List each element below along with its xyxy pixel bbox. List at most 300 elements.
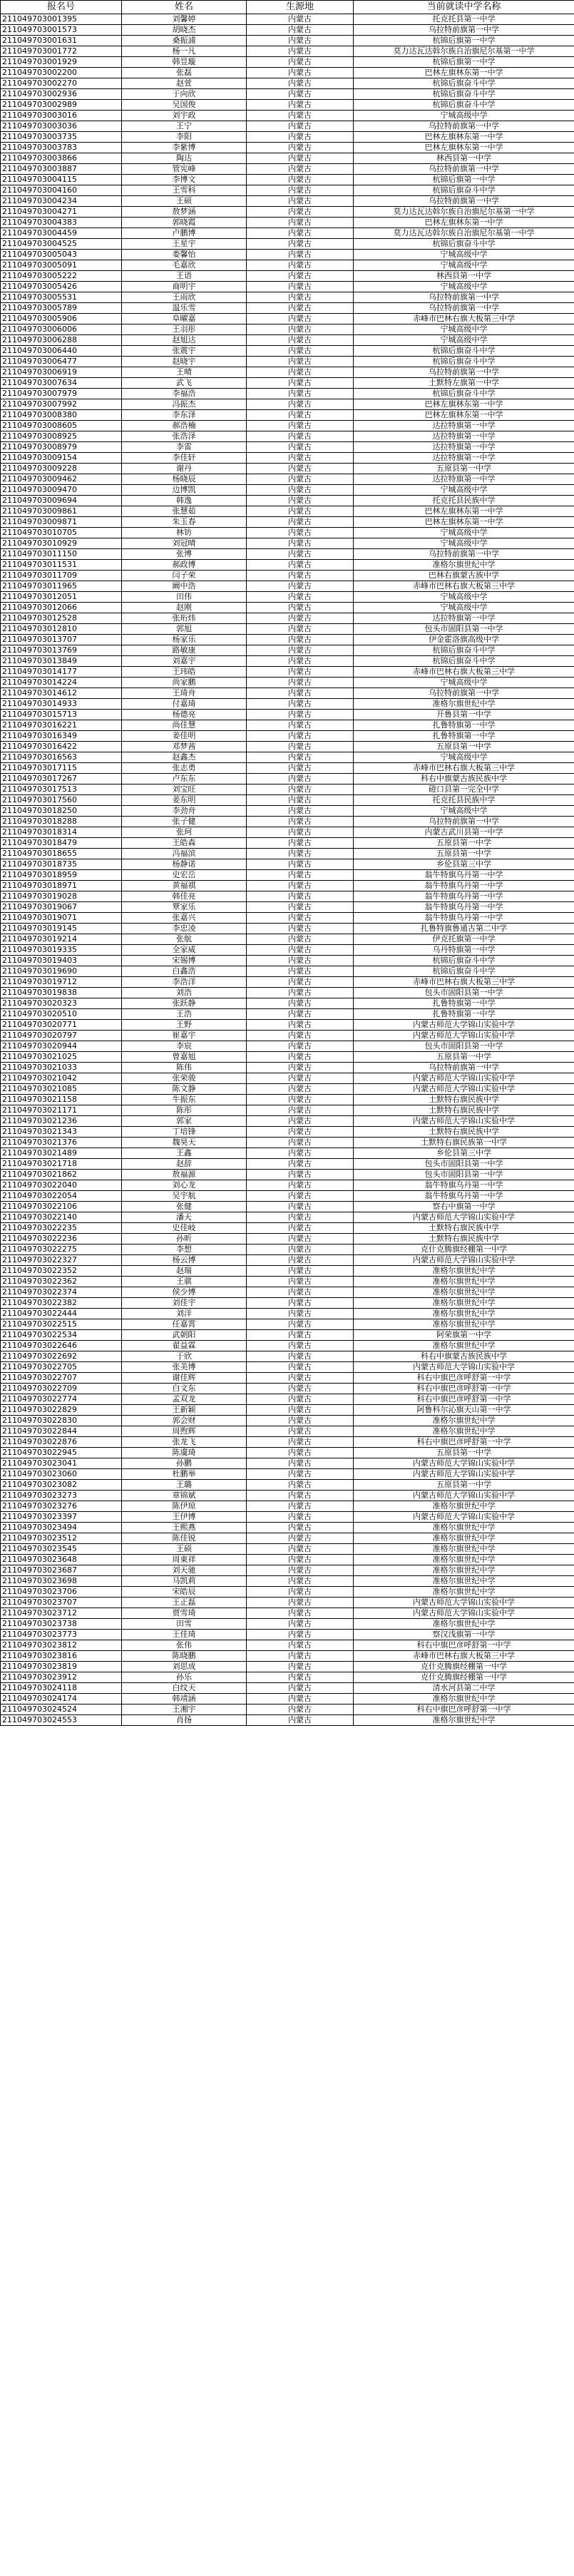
table-row [1,250,574,260]
student-name-cell: 王雪科 [122,185,247,196]
registration-number-cell: 211049703002200 [1,68,122,78]
registration-number-cell: 211049703019071 [1,913,122,924]
origin-cell: 内蒙古 [247,464,354,474]
origin-cell: 内蒙古 [247,1277,354,1287]
table-row [1,1672,574,1683]
school-cell: 准格尔旗世纪中学 [354,1523,574,1533]
origin-cell: 内蒙古 [247,1458,354,1469]
origin-cell: 内蒙古 [247,1469,354,1480]
table-row [1,688,574,699]
student-name-cell: 刘嘉宇 [122,656,247,667]
student-name-cell: 李忠凌 [122,924,247,934]
origin-cell: 内蒙古 [247,1287,354,1298]
student-name-cell: 冯福滨 [122,849,247,859]
origin-cell: 内蒙古 [247,1694,354,1704]
registration-number-cell: 211049703001929 [1,57,122,68]
registration-number-cell: 211049703001395 [1,14,122,25]
school-cell: 土默特右旗民族第一中学 [354,1138,574,1148]
student-name-cell: 陈佳锐 [122,1533,247,1544]
registration-number-cell: 211049703013769 [1,645,122,656]
origin-cell: 内蒙古 [247,956,354,966]
school-cell: 准格尔旗世纪中学 [354,1426,574,1437]
table-row [1,635,574,645]
student-name-cell: 侯少博 [122,1287,247,1298]
school-cell: 五原县第一中学 [354,849,574,859]
table-row [1,1651,574,1662]
student-name-cell: 宋皓辰 [122,1587,247,1598]
table-row [1,731,574,742]
table-row [1,207,574,218]
student-name-cell: 王正磊 [122,1598,247,1608]
table-row [1,1608,574,1619]
student-name-cell: 王羽彤 [122,324,247,335]
school-cell: 杭锦后旗奋斗中学 [354,239,574,250]
student-name-cell: 周煦辉 [122,1426,247,1437]
school-cell: 杭锦后旗奋斗中学 [354,966,574,977]
origin-cell: 内蒙古 [247,399,354,410]
school-cell: 扎鲁特旗第一中学 [354,1009,574,1020]
table-row [1,1523,574,1533]
origin-cell: 内蒙古 [247,506,354,517]
origin-cell: 内蒙古 [247,571,354,581]
origin-cell: 内蒙古 [247,560,354,571]
school-cell: 宁城高级中学 [354,603,574,613]
table-row [1,763,574,774]
student-name-cell: 王熙燕 [122,1523,247,1533]
origin-cell: 内蒙古 [247,1512,354,1523]
student-name-cell: 刘天驰 [122,1565,247,1576]
registration-number-cell: 211049703023273 [1,1491,122,1501]
table-row [1,977,574,988]
student-name-cell: 吴宇航 [122,1191,247,1202]
origin-cell: 内蒙古 [247,1105,354,1116]
registration-number-cell: 211049703021862 [1,1170,122,1180]
school-cell: 准格尔旗世纪中学 [354,1319,574,1330]
table-row [1,1501,574,1512]
school-cell: 乡伦县第三中学 [354,1148,574,1159]
origin-cell: 内蒙古 [247,1009,354,1020]
student-name-cell: 章锦斌 [122,1491,247,1501]
school-cell: 宁城高级中学 [354,282,574,292]
table-row [1,1533,574,1544]
student-name-cell: 杜鹏举 [122,1469,247,1480]
registration-number-cell: 211049703003783 [1,143,122,153]
registration-number-cell: 211049703018479 [1,838,122,849]
student-name-cell: 白鑫浩 [122,966,247,977]
student-name-cell: 王佳琦 [122,1630,247,1640]
registration-number-cell: 211049703004525 [1,239,122,250]
origin-cell: 内蒙古 [247,838,354,849]
student-name-cell: 杨晓辰 [122,474,247,485]
school-cell: 赤峰市巴林右旗大板第三中学 [354,1651,574,1662]
table-row [1,464,574,474]
registration-number-cell: 211049703022646 [1,1341,122,1351]
table-row [1,1458,574,1469]
origin-cell: 内蒙古 [247,699,354,710]
student-name-cell: 刘洋 [122,1309,247,1319]
school-cell: 清水河县第二中学 [354,1683,574,1694]
table-row [1,100,574,111]
table-row [1,89,574,100]
student-name-cell: 郝浩楠 [122,421,247,431]
registration-number-cell: 211049703018959 [1,870,122,881]
table-row [1,121,574,132]
origin-cell: 内蒙古 [247,1426,354,1437]
registration-number-cell: 211049703020944 [1,1041,122,1052]
registration-number-cell: 211049703003887 [1,164,122,175]
registration-number-cell: 211049703022352 [1,1266,122,1277]
student-name-cell: 刘佳宇 [122,1298,247,1309]
school-cell: 克什克腾旗经棚第一中学 [354,1244,574,1255]
registration-number-cell: 211049703008380 [1,410,122,421]
student-name-cell: 郭会财 [122,1416,247,1426]
table-row [1,1116,574,1127]
student-name-cell: 王玮皓 [122,667,247,678]
origin-cell: 内蒙古 [247,1180,354,1191]
table-row [1,1277,574,1287]
roster-body [1,14,574,1726]
table-row [1,988,574,998]
school-cell: 翁牛特旗乌丹第一中学 [354,1180,574,1191]
student-name-cell: 林钫 [122,528,247,538]
origin-cell: 内蒙古 [247,25,354,36]
school-cell: 五原县第一中学 [354,464,574,474]
table-row [1,1073,574,1084]
table-row [1,410,574,421]
registration-number-cell: 211049703023512 [1,1533,122,1544]
origin-cell: 内蒙古 [247,1244,354,1255]
table-row [1,1180,574,1191]
table-row [1,1095,574,1105]
school-cell: 五原县第一中学 [354,838,574,849]
origin-cell: 内蒙古 [247,1544,354,1555]
school-cell: 阿荣旗第一中学 [354,1330,574,1341]
origin-cell: 内蒙古 [247,1630,354,1640]
registration-number-cell: 211049703022876 [1,1437,122,1448]
student-name-cell: 王星宇 [122,239,247,250]
table-row [1,185,574,196]
registration-number-cell: 211049703023698 [1,1576,122,1587]
registration-number-cell: 211049703009470 [1,485,122,496]
registration-number-cell: 211049703023707 [1,1598,122,1608]
student-name-cell: 敖梦涵 [122,207,247,218]
table-row [1,827,574,838]
origin-cell: 内蒙古 [247,346,354,357]
origin-cell: 内蒙古 [247,763,354,774]
student-name-cell: 田雪 [122,1619,247,1630]
school-cell: 乌拉特前旗第一中学 [354,688,574,699]
table-row [1,1266,574,1277]
origin-cell: 内蒙古 [247,292,354,303]
student-name-cell: 任嘉霄 [122,1319,247,1330]
table-row [1,1170,574,1180]
registration-number-cell: 211049703022705 [1,1362,122,1373]
school-cell: 杭锦后旗奋斗中学 [354,100,574,111]
school-cell: 察汉浅旗第一中学 [354,1630,574,1640]
registration-number-cell: 211049703023060 [1,1469,122,1480]
table-row [1,742,574,752]
table-row [1,175,574,185]
origin-cell: 内蒙古 [247,1127,354,1138]
origin-cell: 内蒙古 [247,1298,354,1309]
table-row [1,774,574,784]
table-row [1,314,574,324]
origin-cell: 内蒙古 [247,143,354,153]
registration-number-cell: 211049703023812 [1,1640,122,1651]
school-cell: 准格尔旗世纪中学 [354,1555,574,1565]
table-row [1,710,574,720]
table-row [1,902,574,913]
school-cell: 乡伦县第三中学 [354,859,574,870]
student-name-cell: 张震宇 [122,346,247,357]
registration-number-cell: 211049703012051 [1,592,122,603]
table-row [1,485,574,496]
school-cell: 扎鲁特旗第一中学 [354,731,574,742]
table-row [1,1662,574,1672]
student-name-cell: 尚佳慧 [122,720,247,731]
registration-number-cell: 211049703009228 [1,464,122,474]
student-name-cell: 刘心龙 [122,1180,247,1191]
origin-cell: 内蒙古 [247,1116,354,1127]
student-name-cell: 张美博 [122,1362,247,1373]
table-row [1,998,574,1009]
table-row [1,1202,574,1212]
origin-cell: 内蒙古 [247,977,354,988]
student-name-cell: 路敏康 [122,645,247,656]
origin-cell: 内蒙古 [247,324,354,335]
school-cell: 达拉特旗第一中学 [354,474,574,485]
origin-cell: 内蒙古 [247,913,354,924]
table-row [1,1555,574,1565]
origin-cell: 内蒙古 [247,250,354,260]
origin-cell: 内蒙古 [247,1020,354,1031]
student-name-cell: 姜佳明 [122,731,247,742]
origin-cell: 内蒙古 [247,57,354,68]
student-name-cell: 王宁 [122,121,247,132]
registration-number-cell: 211049703021042 [1,1073,122,1084]
registration-number-cell: 211049703020323 [1,998,122,1009]
school-cell: 乌拉特前旗第一中学 [354,292,574,303]
table-row [1,1694,574,1704]
registration-number-cell: 211049703023082 [1,1480,122,1491]
origin-cell: 内蒙古 [247,1223,354,1234]
registration-number-cell: 211049703008605 [1,421,122,431]
origin-cell: 内蒙古 [247,592,354,603]
student-name-cell: 杨德亮 [122,710,247,720]
table-row [1,324,574,335]
school-cell: 托克托县民族中学 [354,795,574,806]
school-cell: 乌拉特前旗第一中学 [354,164,574,175]
registration-number-cell: 211049703023687 [1,1565,122,1576]
student-name-cell: 付嘉琦 [122,699,247,710]
school-cell: 科右中旗巴彦呼舒第一中学 [354,1394,574,1405]
registration-number-cell: 211049703023545 [1,1544,122,1555]
school-cell: 乌拉特前旗第一中学 [354,303,574,314]
origin-cell: 内蒙古 [247,335,354,346]
school-cell: 宁城高级中学 [354,324,574,335]
student-name-cell: 陈伟 [122,1063,247,1073]
registration-number-cell: 211049703012066 [1,603,122,613]
student-name-cell: 刘浩 [122,988,247,998]
origin-cell: 内蒙古 [247,1084,354,1095]
registration-number-cell: 211049703003866 [1,153,122,164]
table-row [1,1469,574,1480]
school-cell: 杭锦后旗第一中学 [354,57,574,68]
registration-number-cell: 211049703017513 [1,784,122,795]
table-row [1,239,574,250]
registration-number-cell: 211049703017267 [1,774,122,784]
school-cell: 巴林左旗林东第一中学 [354,399,574,410]
school-cell: 开鲁县第一中学 [354,710,574,720]
table-row [1,506,574,517]
table-row [1,592,574,603]
registration-number-cell: 211049703022830 [1,1416,122,1426]
table-row [1,1309,574,1319]
table-row [1,1212,574,1223]
student-name-cell: 阚中浩 [122,581,247,592]
student-name-cell: 尚家鹏 [122,678,247,688]
table-row [1,849,574,859]
registration-number-cell: 211049703005091 [1,260,122,271]
registration-number-cell: 211049703007992 [1,399,122,410]
origin-cell: 内蒙古 [247,1073,354,1084]
table-row [1,817,574,827]
table-row [1,46,574,57]
table-row [1,1127,574,1138]
student-name-cell: 张博 [122,549,247,560]
origin-cell: 内蒙古 [247,528,354,538]
registration-number-cell: 211049703022829 [1,1405,122,1416]
registration-number-cell: 211049703002989 [1,100,122,111]
table-row [1,1587,574,1598]
origin-cell: 内蒙古 [247,667,354,678]
table-row [1,667,574,678]
table-row [1,678,574,688]
registration-number-cell: 211049703009694 [1,496,122,506]
registration-number-cell: 211049703019403 [1,956,122,966]
registration-number-cell: 211049703019712 [1,977,122,988]
school-cell: 巴林左旗林东第一中学 [354,506,574,517]
origin-cell: 内蒙古 [247,624,354,635]
table-row [1,1480,574,1491]
origin-cell: 内蒙古 [247,1565,354,1576]
origin-cell: 内蒙古 [247,1330,354,1341]
student-name-cell: 张嘉兴 [122,913,247,924]
header-registration-number: 报名号 [1,1,122,14]
origin-cell: 内蒙古 [247,1672,354,1683]
table-row [1,1223,574,1234]
header-current-school: 当前就读中学名称 [354,1,574,14]
registration-number-cell: 211049703019067 [1,902,122,913]
registration-number-cell: 211049703005789 [1,303,122,314]
school-cell: 科右中旗蒙古族民族中学 [354,1351,574,1362]
table-row [1,1426,574,1437]
table-row [1,1244,574,1255]
student-name-cell: 刘馨婷 [122,14,247,25]
school-cell: 内蒙古师范大学锦山实验中学 [354,1212,574,1223]
origin-cell: 内蒙古 [247,1052,354,1063]
origin-cell: 内蒙古 [247,111,354,121]
student-name-cell: 姜东明 [122,795,247,806]
origin-cell: 内蒙古 [247,538,354,549]
school-cell: 内蒙古师范大学锦山实验中学 [354,1084,574,1095]
origin-cell: 内蒙古 [247,78,354,89]
origin-cell: 内蒙古 [247,153,354,164]
student-name-cell: 谢佳辉 [122,1373,247,1384]
origin-cell: 内蒙古 [247,752,354,763]
table-row [1,260,574,271]
school-cell: 准格尔旗世纪中学 [354,1587,574,1598]
registration-number-cell: 211049703022040 [1,1180,122,1191]
school-cell: 巴林左旗林东第一中学 [354,68,574,78]
registration-number-cell: 211049703021718 [1,1159,122,1170]
table-row [1,1020,574,1031]
origin-cell: 内蒙古 [247,367,354,378]
origin-cell: 内蒙古 [247,303,354,314]
student-name-cell: 杨静诺 [122,859,247,870]
origin-cell: 内蒙古 [247,1533,354,1544]
school-cell: 土默特右旗民族中学 [354,1105,574,1116]
origin-cell: 内蒙古 [247,1523,354,1533]
registration-number-cell: 211049703022236 [1,1234,122,1244]
registration-number-cell: 211049703020510 [1,1009,122,1020]
origin-cell: 内蒙古 [247,207,354,218]
school-cell: 杭锦后旗奋斗中学 [354,185,574,196]
school-cell: 宁城高级中学 [354,111,574,121]
origin-cell: 内蒙古 [247,1416,354,1426]
registration-number-cell: 211049703023648 [1,1555,122,1565]
school-cell: 莫力达瓦达斡尔族自治旗尼尔基第一中学 [354,228,574,239]
student-name-cell: 赵瑞 [122,1266,247,1277]
registration-number-cell: 211049703014933 [1,699,122,710]
registration-number-cell: 211049703020797 [1,1031,122,1041]
student-name-cell: 王鑫 [122,1148,247,1159]
table-row [1,1148,574,1159]
table-row [1,1041,574,1052]
origin-cell: 内蒙古 [247,164,354,175]
table-row [1,282,574,292]
table-row [1,1330,574,1341]
school-cell: 赤峰市巴林右旗大板第三中学 [354,977,574,988]
origin-cell: 内蒙古 [247,196,354,207]
school-cell: 科右中旗巴彦呼舒第一中学 [354,1437,574,1448]
table-row [1,795,574,806]
origin-cell: 内蒙古 [247,1491,354,1501]
school-cell: 宁城高级中学 [354,485,574,496]
table-row [1,196,574,207]
registration-number-cell: 211049703019838 [1,988,122,998]
registration-number-cell: 211049703005531 [1,292,122,303]
table-row [1,1341,574,1351]
registration-number-cell: 211049703014224 [1,678,122,688]
table-row [1,357,574,367]
school-cell: 乌拉特前旗第一中学 [354,367,574,378]
origin-cell: 内蒙古 [247,442,354,453]
registration-number-cell: 211049703023912 [1,1672,122,1683]
school-cell: 准格尔旗世纪中学 [354,1533,574,1544]
student-name-cell: 郭晓霞 [122,218,247,228]
registration-number-cell: 211049703004234 [1,196,122,207]
origin-cell: 内蒙古 [247,68,354,78]
table-row [1,624,574,635]
school-cell: 准格尔旗世纪中学 [354,1715,574,1726]
origin-cell: 内蒙古 [247,710,354,720]
school-cell: 内蒙古师范大学锦山实验中学 [354,1458,574,1469]
school-cell: 宁城高级中学 [354,538,574,549]
school-cell: 克什克腾旗经棚第一中学 [354,1662,574,1672]
registration-number-cell: 211049703006288 [1,335,122,346]
student-name-cell: 张浩泽 [122,431,247,442]
